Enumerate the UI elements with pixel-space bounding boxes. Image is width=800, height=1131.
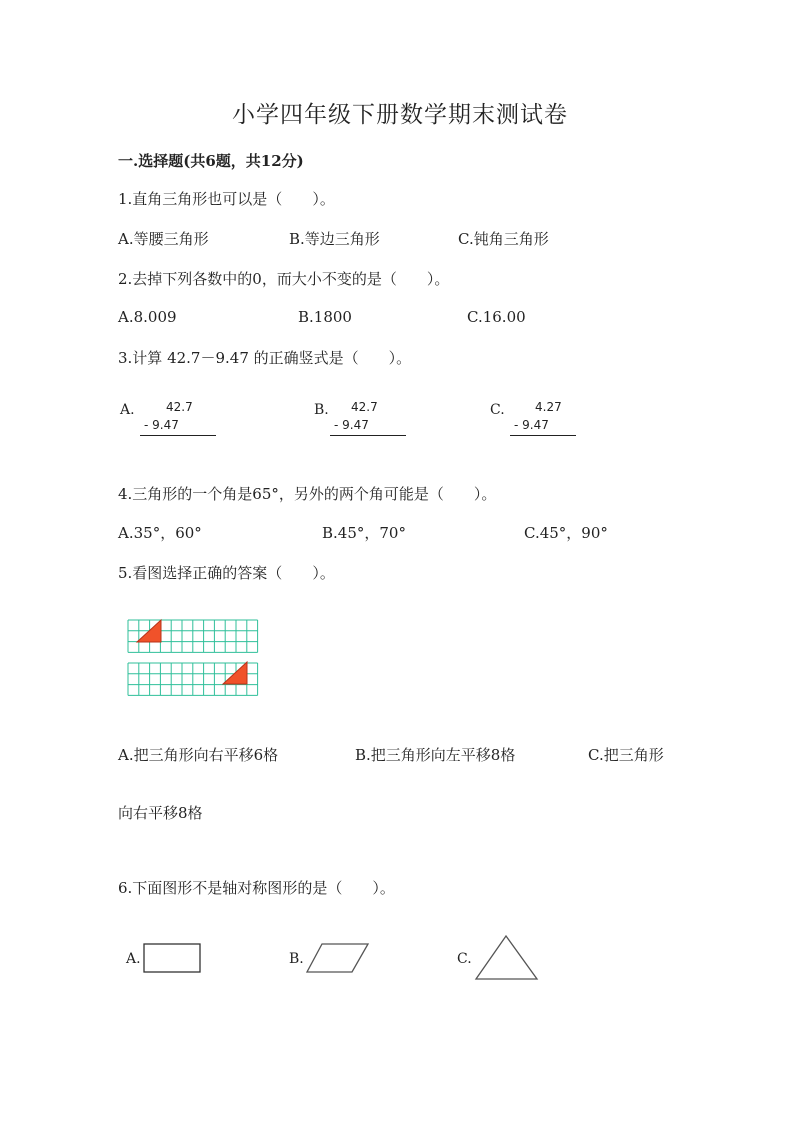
triangle-moved: [223, 662, 247, 684]
question-5-option-c[interactable]: C.把三角形: [588, 746, 664, 764]
question-5-option-b[interactable]: B.把三角形向左平移8格: [355, 746, 516, 764]
question-1-option-c[interactable]: C.钝角三角形: [458, 230, 549, 248]
question-5-stem: 5.看图选择正确的答案（ ）。: [118, 564, 335, 582]
question-6-stem: 6.下面图形不是轴对称图形的是（ ）。: [118, 879, 395, 897]
vertical-bottom-number: - 9.47: [144, 418, 179, 432]
question-2-stem: 2.去掉下列各数中的0，而大小不变的是（ ）。: [118, 270, 450, 288]
question-6-option-a-rectangle[interactable]: [143, 943, 203, 975]
question-1-option-b[interactable]: B.等边三角形: [289, 230, 380, 248]
question-5-option-a[interactable]: A.把三角形向右平移6格: [118, 746, 279, 764]
vertical-bottom-number: - 9.47: [334, 418, 369, 432]
question-3-stem: 3.计算 42.7－9.47 的正确竖式是（ ）。: [118, 349, 412, 367]
question-3-option-b[interactable]: [314, 398, 424, 442]
question-2-option-b[interactable]: B.1800: [298, 308, 352, 326]
vertical-top-number: 42.7: [166, 400, 193, 414]
option-b-label: B.: [314, 402, 329, 418]
question-5-option-c-wrap: 向右平移8格: [118, 804, 203, 822]
option-a-label: A.: [120, 402, 135, 418]
question-6-option-b-parallelogram[interactable]: [305, 942, 371, 974]
vertical-bottom-number: - 9.47: [514, 418, 549, 432]
question-4-option-b[interactable]: B.45°，70°: [322, 524, 406, 542]
question-3-option-c[interactable]: [490, 398, 600, 442]
vertical-line: [510, 435, 576, 436]
question-4-option-c[interactable]: C.45°，90°: [524, 524, 608, 542]
question-6-label-b: B.: [289, 951, 304, 967]
question-4-option-a[interactable]: A.35°，60°: [118, 524, 202, 542]
vertical-line: [140, 435, 216, 436]
question-1-option-a[interactable]: A.等腰三角形: [118, 230, 209, 248]
translation-grid-figure: [126, 618, 262, 700]
question-4-stem: 4.三角形的一个角是65°，另外的两个角可能是（ ）。: [118, 485, 497, 503]
page-title: 小学四年级下册数学期末测试卷: [232, 102, 568, 128]
vertical-top-number: 42.7: [351, 400, 378, 414]
question-1-stem: 1.直角三角形也可以是（ ）。: [118, 190, 335, 208]
question-2-option-a[interactable]: A.8.009: [118, 308, 177, 326]
vertical-top-number: 4.27: [535, 400, 562, 414]
question-6-label-a: A.: [126, 951, 141, 967]
question-2-option-c[interactable]: C.16.00: [467, 308, 526, 326]
section-heading: 一.选择题(共6题，共12分): [118, 152, 304, 170]
vertical-line: [330, 435, 406, 436]
question-3-option-a[interactable]: [120, 398, 230, 442]
question-6-label-c: C.: [457, 951, 472, 967]
question-6-option-c-triangle[interactable]: [474, 934, 540, 982]
option-c-label: C.: [490, 402, 505, 418]
